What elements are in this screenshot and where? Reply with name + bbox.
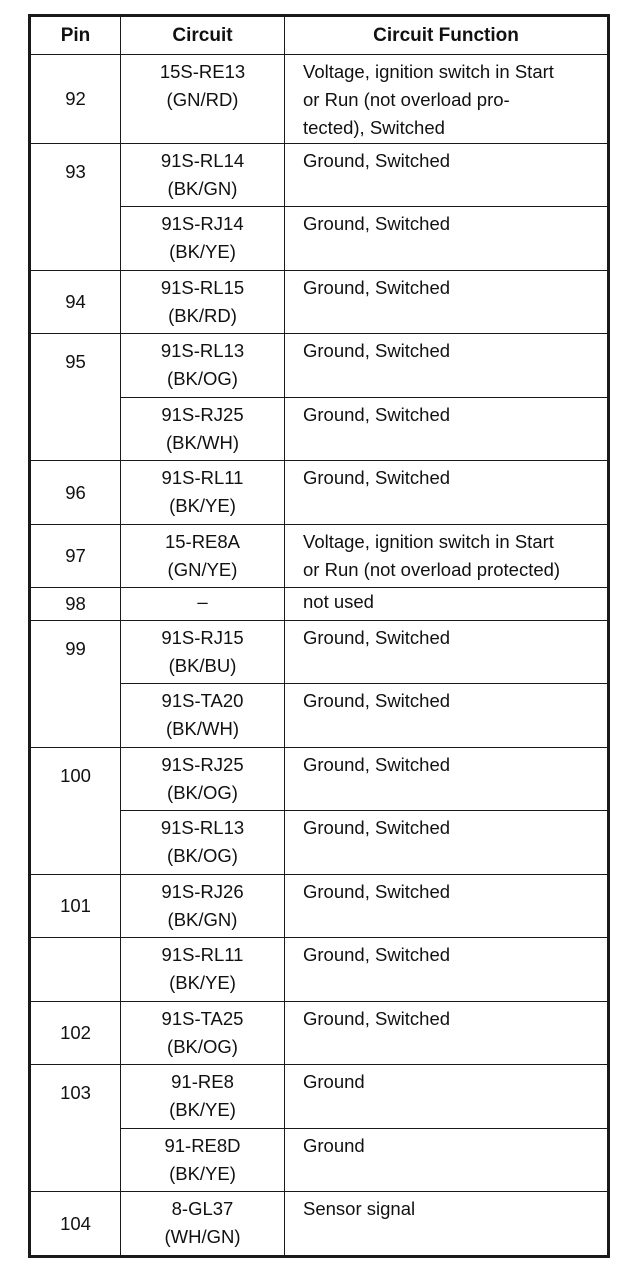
table-row (31, 524, 608, 588)
function-text-line: Ground, Switched (303, 1007, 451, 1029)
table-row (31, 143, 608, 207)
wire-color: (BK/YE) (169, 241, 236, 263)
pin-cell: 102 (31, 1001, 121, 1065)
circuit-id: 91S-RJ25 (161, 403, 244, 425)
circuit-function-cell (285, 747, 608, 811)
table-row (31, 334, 608, 398)
pin-cell: 92 (31, 55, 121, 144)
table-row (31, 588, 608, 620)
circuit-cell (121, 620, 285, 684)
pin-cell: 103 (31, 1065, 121, 1192)
circuit-function-cell (285, 588, 608, 620)
circuit-id: – (197, 591, 208, 613)
pin-header: Pin (31, 17, 121, 55)
function-text-line: Ground, Switched (303, 403, 451, 425)
wire-color: (BK/WH) (166, 431, 239, 453)
circuit-function-cell (285, 207, 608, 271)
wire-color: (BK/GN) (167, 177, 238, 199)
table-row (31, 1065, 608, 1129)
circuit-cell (121, 397, 285, 461)
circuit-function-cell (285, 938, 608, 1002)
pin-cell: 97 (31, 524, 121, 588)
function-text-line: tected), Switched (303, 117, 445, 138)
circuit-cell (121, 811, 285, 875)
circuit-cell (121, 1192, 285, 1256)
circuit-cell (121, 874, 285, 938)
circuit-id: 91S-TA20 (161, 690, 244, 712)
circuit-cell (121, 938, 285, 1002)
circuit-cell (121, 524, 285, 588)
circuit-id: 15-RE8A (164, 530, 241, 552)
table-row (31, 461, 608, 525)
function-text-line: Ground, Switched (303, 817, 451, 839)
table-row (31, 747, 608, 811)
circuit-function-cell (285, 143, 608, 207)
circuit-function-cell (285, 1001, 608, 1065)
function-text-line: or Run (not overload protected) (303, 558, 561, 580)
circuit-id: 91S-RL11 (161, 944, 244, 966)
wire-color: (BK/WH) (166, 718, 239, 740)
circuit-function-cell (285, 874, 608, 938)
circuit-id: 8-GL37 (171, 1198, 234, 1220)
circuit-cell (121, 1001, 285, 1065)
wire-color: (GN/RD) (166, 89, 239, 110)
function-text-line: or Run (not overload pro- (303, 89, 510, 110)
wire-color: (BK/RD) (168, 304, 237, 326)
table-body (31, 55, 608, 1256)
wire-color: (BK/YE) (169, 495, 236, 517)
function-text-line: Ground, Switched (303, 880, 451, 902)
function-text-line: Sensor signal (303, 1198, 416, 1220)
circuit-id: 91-RE8 (171, 1071, 234, 1093)
circuit-header: Circuit (121, 17, 285, 55)
wire-color: (BK/OG) (167, 781, 238, 803)
wire-color: (BK/OG) (167, 368, 238, 390)
function-text-line: Ground, Switched (303, 944, 451, 966)
function-text-line: Ground, Switched (303, 753, 451, 775)
table-row (31, 270, 608, 334)
circuit-id: 91S-RJ14 (161, 213, 244, 235)
pin-cell: 99 (31, 620, 121, 747)
pin-cell: 100 (31, 747, 121, 874)
connector-pinout-table (30, 16, 608, 1256)
table-row (31, 1001, 608, 1065)
pin-cell: 94 (31, 270, 121, 334)
function-text-line: Ground, Switched (303, 149, 451, 171)
function-text-line: Ground (303, 1134, 365, 1156)
wire-color: (BK/OG) (167, 845, 238, 867)
circuit-id: 91S-RL13 (160, 817, 245, 839)
circuit-cell (121, 684, 285, 748)
circuit-cell (121, 1065, 285, 1129)
pin-cell: 104 (31, 1192, 121, 1256)
function-text-line: Ground (303, 1071, 365, 1093)
circuit-function-cell (285, 524, 608, 588)
circuit-function-cell (285, 1192, 608, 1256)
wire-color: (BK/GN) (167, 908, 238, 930)
circuit-function-cell (285, 397, 608, 461)
circuit-id: 91S-RJ26 (161, 880, 244, 902)
circuit-id: 91S-RJ15 (161, 626, 244, 648)
circuit-function-cell (285, 55, 608, 144)
function-text-line: Ground, Switched (303, 467, 451, 489)
circuit-cell (121, 1128, 285, 1192)
pin-cell (31, 938, 121, 1002)
function-text-line: Ground, Switched (303, 690, 451, 712)
circuit-cell (121, 461, 285, 525)
circuit-function-cell (285, 270, 608, 334)
function-text-line: Ground, Switched (303, 340, 451, 362)
pin-cell: 98 (31, 588, 121, 620)
pin-cell: 101 (31, 874, 121, 938)
table-row (31, 55, 608, 144)
function-text-line: Ground, Switched (303, 213, 451, 235)
function-text-line: Voltage, ignition switch in Start (303, 61, 554, 82)
circuit-id: 91S-RJ25 (161, 753, 244, 775)
table-row (31, 1192, 608, 1256)
circuit-cell (121, 334, 285, 398)
circuit-id: 15S-RE13 (159, 61, 246, 82)
circuit-function-cell (285, 461, 608, 525)
wire-color: (GN/YE) (167, 558, 238, 580)
table-row (31, 620, 608, 684)
circuit-function-cell (285, 1065, 608, 1129)
wire-color: (BK/YE) (169, 1099, 236, 1121)
circuit-id: 91S-RL14 (160, 149, 245, 171)
function-text-line: Ground, Switched (303, 626, 451, 648)
wire-color: (BK/OG) (167, 1035, 238, 1057)
circuit-cell (121, 747, 285, 811)
wire-color: (BK/YE) (169, 972, 236, 994)
circuit-cell (121, 270, 285, 334)
pin-cell: 96 (31, 461, 121, 525)
circuit-function-cell (285, 1128, 608, 1192)
function-text-line: not used (303, 591, 374, 613)
circuit-cell (121, 588, 285, 620)
pin-cell: 95 (31, 334, 121, 461)
circuit-cell (121, 55, 285, 144)
wire-color: (BK/BU) (168, 654, 237, 676)
circuit-id: 91S-RL15 (160, 276, 245, 298)
circuit-cell (121, 207, 285, 271)
circuit-id: 91-RE8D (164, 1134, 241, 1156)
wire-color: (BK/YE) (169, 1162, 236, 1184)
circuit-id: 91S-RL13 (160, 340, 245, 362)
circuit-function-cell (285, 684, 608, 748)
wire-color: (WH/GN) (164, 1226, 241, 1248)
circuit-function-cell (285, 620, 608, 684)
function-text-line: Ground, Switched (303, 276, 451, 298)
circuit-id: 91S-RL11 (161, 467, 244, 489)
circuit-id: 91S-TA25 (161, 1007, 244, 1029)
circuit-function-cell (285, 811, 608, 875)
table-row (31, 874, 608, 938)
header-row (31, 17, 608, 55)
pinout-table-sheet (28, 14, 610, 1258)
function-text-line: Voltage, ignition switch in Start (303, 530, 554, 552)
circuit-function-header: Circuit Function (285, 17, 608, 55)
circuit-function-cell (285, 334, 608, 398)
circuit-cell (121, 143, 285, 207)
table-row (31, 938, 608, 1002)
pin-cell: 93 (31, 143, 121, 270)
